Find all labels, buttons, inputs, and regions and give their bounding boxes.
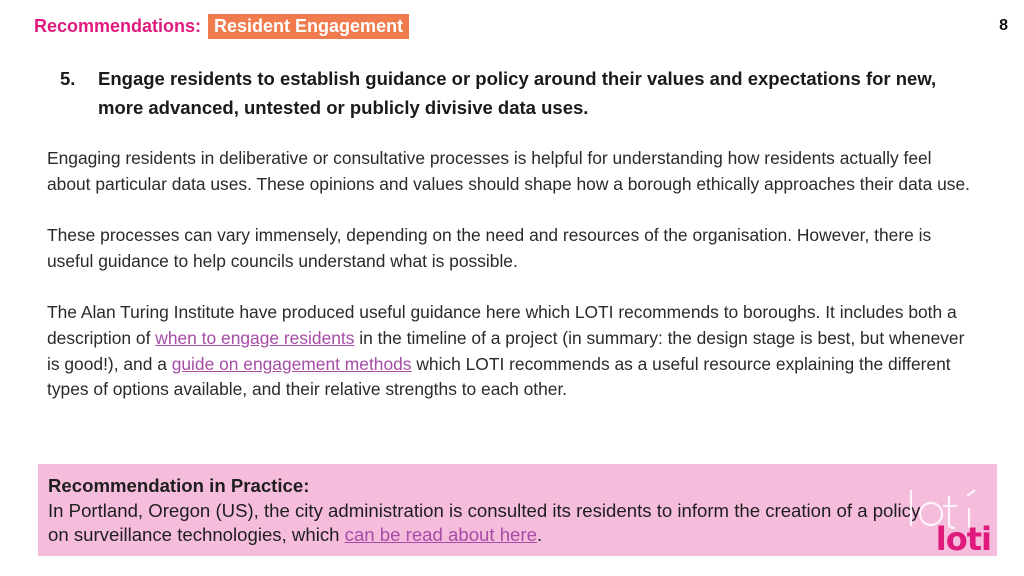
practice-box-end: . xyxy=(536,524,543,545)
practice-box-text xyxy=(48,474,928,548)
when-to-engage-link[interactable]: when to engage residents xyxy=(155,327,355,348)
paragraph-3 xyxy=(47,300,977,403)
paragraph-1: Engaging residents in deliberative or consultative processes is helpful for understanding how residents actually feel about particular data uses. These opinions and values should shape how a borough ethically approaches their data use. xyxy=(47,148,970,194)
loti-logo: loti xyxy=(935,520,991,558)
paragraph-3-text: in the timeline of a project (in summary: the design stage is best, but whenever is good!), and a xyxy=(47,327,965,374)
section-tag: Resident Engagement xyxy=(208,14,409,39)
engagement-methods-link[interactable]: guide on engagement methods xyxy=(171,353,412,374)
paragraph-3-text: The Alan Turing Institute have produced useful guidance here which LOTI recommends to boroughs. It includes both a description of xyxy=(47,302,957,348)
header-label: Recommendations: xyxy=(34,15,202,36)
body-text xyxy=(47,146,977,429)
recommendation-number: 5. xyxy=(60,68,76,89)
paragraph-3-text: which LOTI recommends as a useful resource explaining the different types of options available, and their relative strengths to each other. xyxy=(47,353,951,400)
recommendation-heading xyxy=(60,64,940,122)
section-header xyxy=(34,13,409,39)
page-number: 8 xyxy=(999,17,1008,34)
practice-box-title: Recommendation in Practice: xyxy=(48,475,310,496)
read-about-here-link[interactable]: can be read about here xyxy=(344,524,537,545)
recommendation-title: Engage residents to establish guidance or policy around their values and expectations for new, more advanced, untested or publicly divisive data uses. xyxy=(98,68,937,118)
paragraph-2: These processes can vary immensely, depending on the need and resources of the organisation. However, there is useful guidance to help councils understand what is possible. xyxy=(47,225,932,271)
practice-box xyxy=(38,464,997,556)
practice-box-body: In Portland, Oregon (US), the city administration is consulted its residents to inform the creation of a policy on surveillance technologies, which xyxy=(48,499,921,545)
